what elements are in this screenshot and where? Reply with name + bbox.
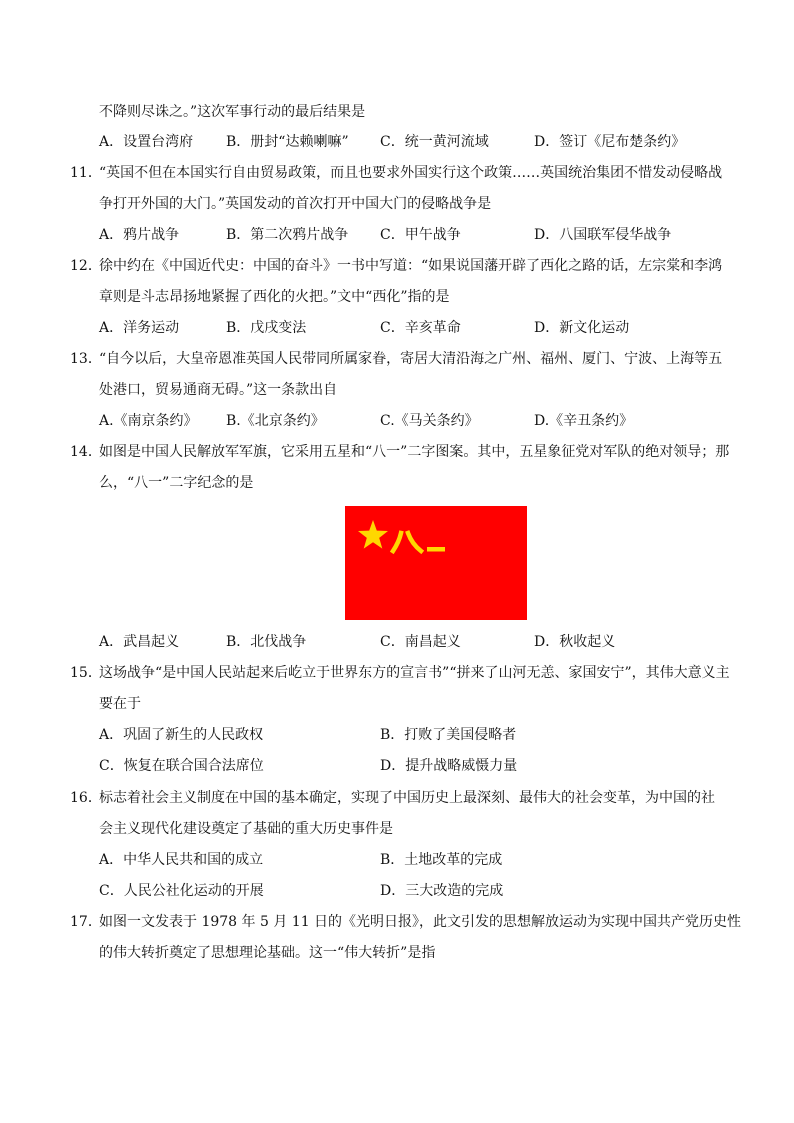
q13-stem-line2: 处港口，贸易通商无碍。”这一条款出自 bbox=[99, 382, 338, 398]
q13-option-c[interactable]: C.《马关条约》 bbox=[380, 413, 479, 429]
q16-option-b[interactable]: B．土地改革的完成 bbox=[380, 852, 503, 868]
pla-flag-image bbox=[345, 506, 527, 620]
q12-stem-line2: 章则是斗志昂扬地紧握了西化的火把。”文中“西化”指的是 bbox=[99, 289, 450, 305]
q10-option-c[interactable]: C．统一黄河流域 bbox=[380, 134, 489, 150]
q16-option-d[interactable]: D．三大改造的完成 bbox=[380, 883, 504, 899]
q14-option-c[interactable]: C．南昌起义 bbox=[380, 634, 461, 650]
q11-option-c[interactable]: C．甲午战争 bbox=[380, 227, 461, 243]
star-icon bbox=[358, 520, 388, 549]
q16-option-a[interactable]: A．中华人民共和国的成立 bbox=[99, 852, 264, 868]
q14-option-b[interactable]: B．北伐战争 bbox=[226, 634, 307, 650]
q15-option-c[interactable]: C．恢复在联合国合法席位 bbox=[99, 758, 264, 774]
q11-option-d[interactable]: D．八国联军侵华战争 bbox=[534, 227, 672, 243]
q12-stem-line1: 徐中约在《中国近代史：中国的奋斗》一书中写道：“如果说国藩开辟了西化之路的话，左宗棠和李鸿 bbox=[99, 258, 723, 274]
q15-stem-line1: 这场战争“是中国人民站起来后屹立于世界东方的宣言书”“拼来了山河无恙、家国安宁”，其伟大意义主 bbox=[99, 665, 730, 681]
q16-stem-line1: 标志着社会主义制度在中国的基本确定，实现了中国历史上最深刻、最伟大的社会变革，为中国的社 bbox=[99, 790, 715, 806]
q10-option-d[interactable]: D．签订《尼布楚条约》 bbox=[534, 134, 686, 150]
q12-number: 12． bbox=[70, 258, 102, 274]
q11-stem-line2: 争打开外国的大门。”英国发动的首次打开中国大门的侵略战争是 bbox=[99, 196, 492, 212]
q10-option-a[interactable]: A．设置台湾府 bbox=[99, 134, 194, 150]
q14-option-a[interactable]: A．武昌起义 bbox=[99, 634, 180, 650]
q13-number: 13． bbox=[70, 351, 102, 367]
q12-option-b[interactable]: B．戊戌变法 bbox=[226, 320, 307, 336]
q10-stem-continued: 不降则尽诛之。”这次军事行动的最后结果是 bbox=[99, 104, 366, 120]
q15-number: 15． bbox=[70, 665, 102, 681]
q17-stem-line1: 如图一文发表于 1978 年 5 月 11 日的《光明日报》，此文引发的思想解放运动为实现中国共产党历史性 bbox=[99, 914, 742, 930]
q11-number: 11． bbox=[70, 165, 102, 181]
q17-stem-line2: 的伟大转折奠定了思想理论基础。这一“伟大转折”是指 bbox=[99, 945, 436, 961]
q15-option-b[interactable]: B．打败了美国侵略者 bbox=[380, 727, 517, 743]
q16-stem-line2: 会主义现代化建设奠定了基础的重大历史事件是 bbox=[99, 821, 393, 837]
q13-option-d[interactable]: D.《辛丑条约》 bbox=[534, 413, 634, 429]
flag-emblem bbox=[345, 506, 527, 620]
q16-number: 16． bbox=[70, 790, 102, 806]
q13-option-a[interactable]: A.《南京条约》 bbox=[99, 413, 198, 429]
q15-option-a[interactable]: A．巩固了新生的人民政权 bbox=[99, 727, 264, 743]
q12-option-a[interactable]: A．洋务运动 bbox=[99, 320, 180, 336]
q12-option-c[interactable]: C．辛亥革命 bbox=[380, 320, 461, 336]
q10-option-b[interactable]: B．册封“达赖喇嘛” bbox=[226, 134, 349, 150]
q15-stem-line2: 要在于 bbox=[99, 696, 141, 712]
q11-option-a[interactable]: A．鸦片战争 bbox=[99, 227, 180, 243]
q12-option-d[interactable]: D．新文化运动 bbox=[534, 320, 630, 336]
q16-option-c[interactable]: C．人民公社化运动的开展 bbox=[99, 883, 264, 899]
flag-character-yi bbox=[427, 547, 445, 552]
q14-stem-line1: 如图是中国人民解放军军旗，它采用五星和“八一”二字图案。其中，五星象征党对军队的绝对领导；那 bbox=[99, 444, 730, 460]
q13-stem-line1: “自今以后，大皇帝恩准英国人民带同所属家眷，寄居大清沿海之广州、福州、厦门、宁波、上海等五 bbox=[99, 351, 723, 367]
q15-option-d[interactable]: D．提升战略威慑力量 bbox=[380, 758, 518, 774]
q11-stem-line1: “英国不但在本国实行自由贸易政策，而且也要求外国实行这个政策……英国统治集团不惜发动侵略战 bbox=[99, 165, 723, 181]
q14-stem-line2: 么，“八一”二字纪念的是 bbox=[99, 475, 254, 491]
q14-number: 14． bbox=[70, 444, 102, 460]
q13-option-b[interactable]: B.《北京条约》 bbox=[226, 413, 325, 429]
q11-option-b[interactable]: B．第二次鸦片战争 bbox=[226, 227, 349, 243]
q14-option-d[interactable]: D．秋收起义 bbox=[534, 634, 616, 650]
flag-character-ba bbox=[393, 533, 421, 551]
q17-number: 17． bbox=[70, 914, 102, 930]
